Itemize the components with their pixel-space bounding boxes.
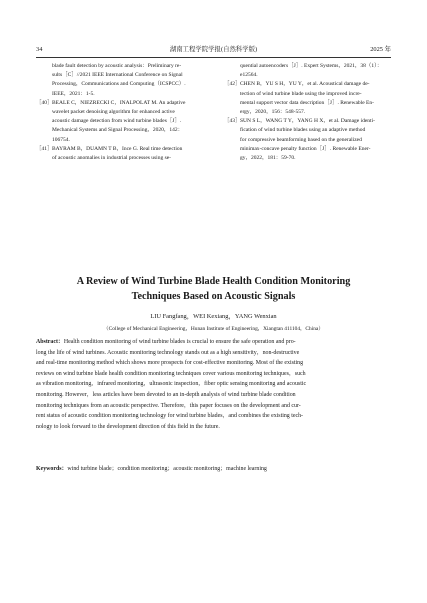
reference-text-line: BAYRAM B，DUAMN T B，Ince G. Real time detection (52, 145, 183, 152)
reference-text-line: e12564. (240, 72, 258, 79)
reference-text-line: Processing，Communications and Computing（ICSPCC）. (52, 81, 186, 88)
header-rule (36, 57, 391, 58)
abstract-line: monitoring techniques from an acoustic perspective. Therefore，this paper focuses on the development and cur- (36, 402, 301, 409)
abstract-line: reviews on wind turbine blade health condition monitoring techniques cover various monitoring techniques，such (36, 370, 306, 377)
reference-text-line: blade fault detection by acoustic analysis：Preliminary re- (52, 63, 182, 69)
references-left-column (36, 62, 218, 163)
abstract-line: and real-time monitoring method which shows more prospects for cost-effective monitoring. Most of the existing (36, 360, 304, 367)
abstract-line: rent status of acoustic condition monitoring technology for wind turbine blades，and combines the existing tech- (36, 413, 303, 420)
abstract-line: long the life of wind turbines. Acoustic monitoring technology stands out as a high sensitivity，non-destructive (36, 349, 300, 356)
reference-number: ［41］ (36, 145, 53, 152)
reference-text-line: IEEE，2021：1-5. (52, 90, 95, 97)
reference-text-line: BEALE C，NIEZRECKI C，INALPOLAT M. An adaptive (52, 99, 186, 106)
reference-entry (36, 145, 218, 163)
title-line: A Review of Wind Turbine Blade Health Condition Monitoring (76, 276, 351, 287)
reference-text-line: minimax-concave penalty function［J］. Renewable Ener- (240, 145, 371, 152)
publication-year: 2025 年 (370, 46, 391, 53)
running-header (36, 46, 391, 54)
keywords-label: Keywords： (36, 466, 68, 472)
references-right-column (224, 62, 392, 163)
reference-text-line: for compressive beamforming based on the generalized (240, 136, 362, 143)
reference-text-line: sults［C］//2021 IEEE International Conference on Signal (52, 72, 183, 79)
article-authors: LIU Fangfang，WEI Kexiang，YANG Wenxian (150, 313, 277, 320)
abstract-line (36, 337, 392, 348)
journal-name: 湖南工程学院学报(自然科学版) (169, 46, 258, 53)
reference-entry (224, 62, 392, 80)
abstract-first-line-text: Health condition monitoring of wind turbine blades is crucial to ensure the safe operation and pro- (63, 339, 296, 345)
reference-number: ［43］ (224, 118, 241, 125)
abstract-line: monitoring. However，less articles have been devoted to an in-depth analysis of wind turbine blade condition (36, 391, 296, 398)
reference-text-line: ergy，2020，156：548-557. (240, 109, 306, 116)
reference-number: ［42］ (224, 81, 241, 88)
page-number: 34 (36, 46, 43, 53)
abstract (36, 337, 392, 432)
reference-entry (36, 99, 218, 145)
reference-text-line: fication of wind turbine blades using an adaptive method (240, 127, 366, 134)
title-line: Techniques Based on Acoustic Signals (131, 291, 296, 302)
reference-entry (224, 80, 392, 117)
abstract-line: nology to look forward to the development direction of this field in the future. (36, 423, 220, 430)
abstract-label: Abstract： (36, 339, 64, 345)
reference-number: ［40］ (36, 99, 53, 106)
reference-text-line: tection of wind turbine blade using the improved incre- (240, 90, 362, 97)
keywords (36, 464, 392, 475)
author-affiliation: （College of Mechanical Engineering，Hunan Institute of Engineering，Xiangtan 411104，China） (103, 326, 324, 332)
reference-entry (36, 62, 218, 99)
reference-text-line: SUN S L，WANG T Y，YANG H X，et al. Damage identi- (240, 118, 375, 125)
reference-text-line: Mechanical Systems and Signal Processing，2020，142： (52, 127, 184, 134)
article-title (20, 274, 407, 304)
reference-text-line: acoustic damage detection from wind turbine blades［J］. (52, 118, 182, 125)
reference-text-line: quential autoencoders［J］. Expert Systems，2021，38（1）： (240, 63, 383, 69)
reference-text-line: gy，2022，181：59-70. (240, 155, 296, 162)
reference-text-line: CHEN B，YU S H，YU Y，et al. Acoustical damage de- (240, 81, 370, 88)
keywords-text: wind turbine blade；condition monitoring；acoustic monitoring；machine learning (67, 466, 267, 472)
reference-text-line: 106754. (52, 136, 70, 143)
reference-entry (224, 117, 392, 163)
abstract-line: as vibration monitoring，infrared monitoring，ultrasonic inspection，fiber optic sensing monitoring and acoustic (36, 381, 307, 388)
reference-text-line: mental support vector data description［J］. Renewable En- (240, 99, 374, 106)
reference-text-line: wavelet packet denoising algorithm for enhanced active (52, 109, 175, 116)
reference-text-line: of acoustic anomalies in industrial processes using se- (52, 155, 171, 162)
